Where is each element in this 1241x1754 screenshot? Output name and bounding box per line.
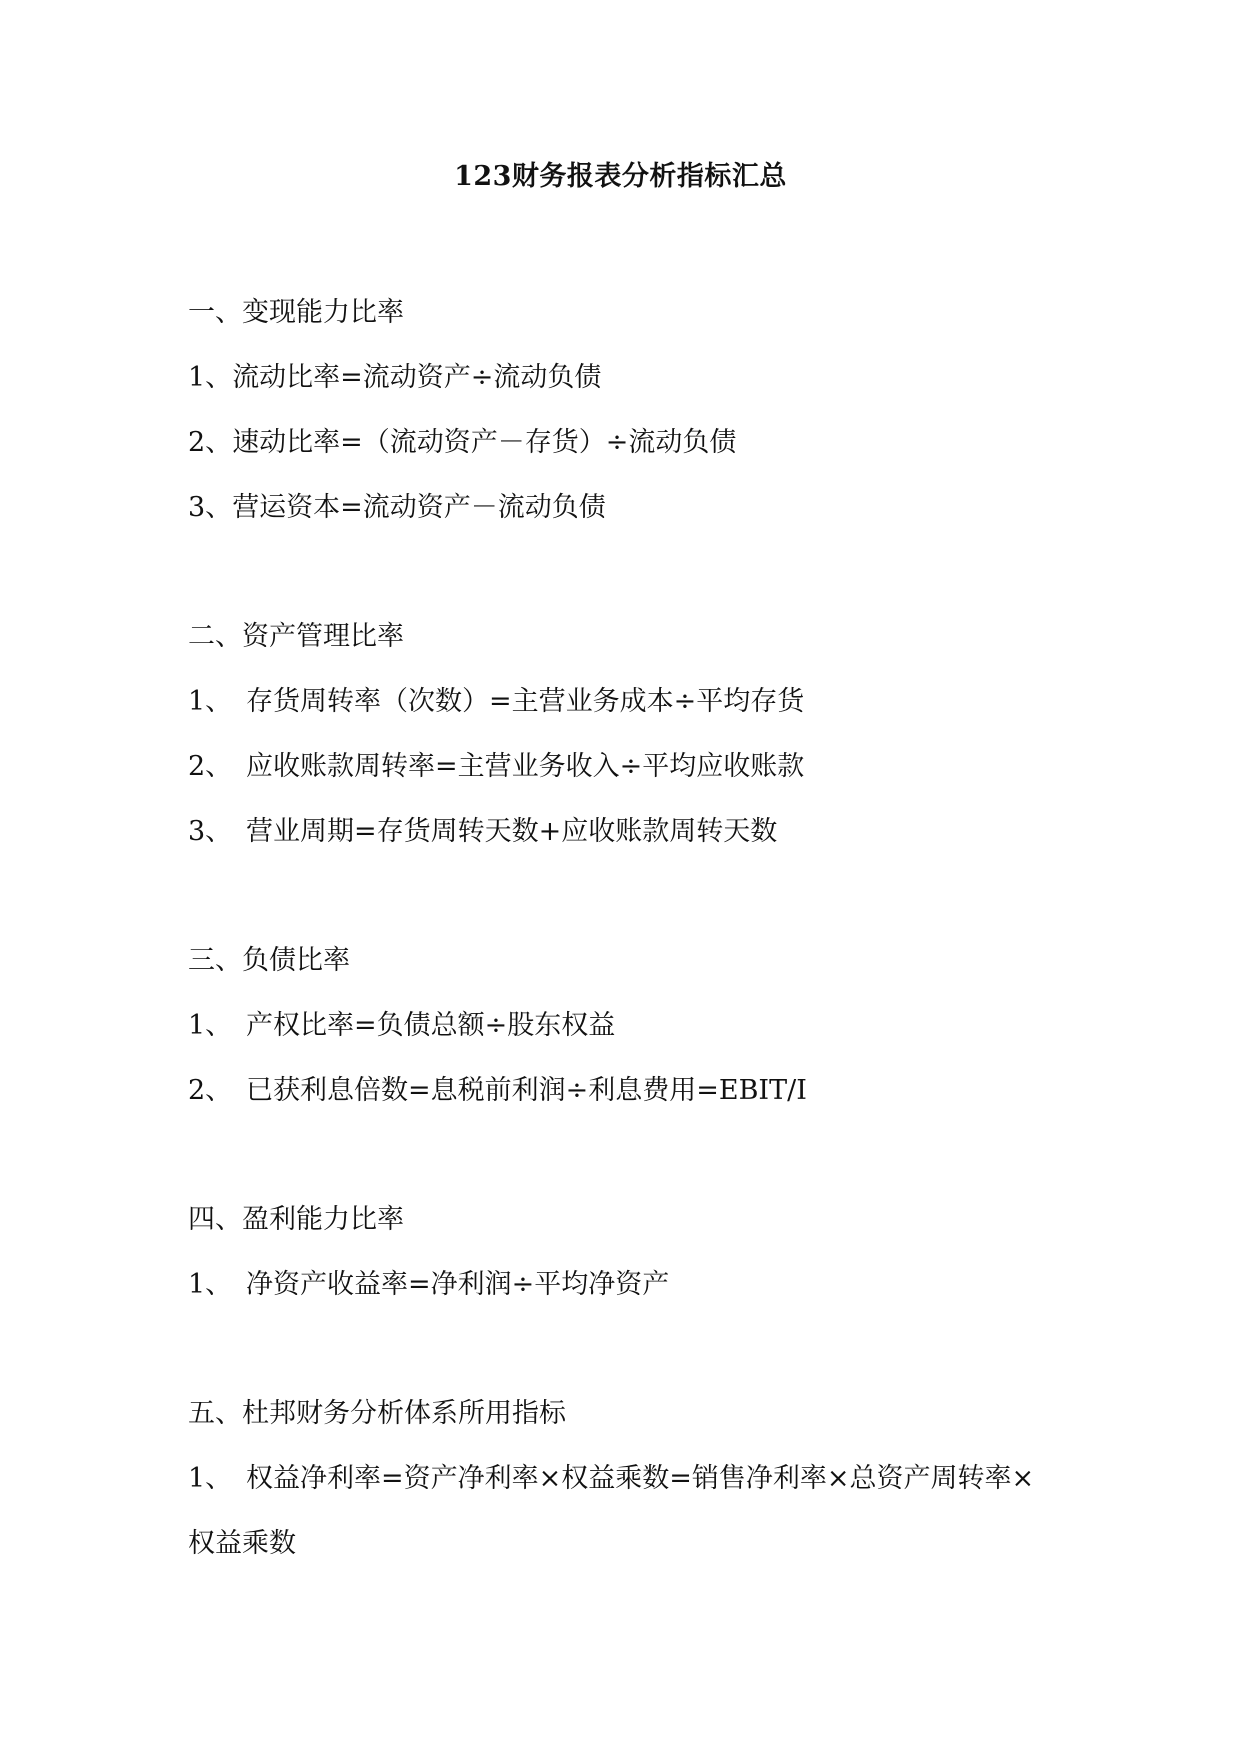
item-number: 3、: [188, 816, 233, 847]
list-item: [188, 1009, 615, 1043]
item-number: 1、: [188, 362, 233, 393]
item-number: 1、: [188, 1269, 233, 1300]
list-item: [188, 750, 804, 784]
item-text: 权益净利率=资产净利率×权益乘数=销售净利率×总资产周转率×: [246, 1463, 1035, 1494]
item-number: 1、: [188, 686, 233, 717]
list-item: [188, 1268, 669, 1302]
item-text: 净资产收益率=净利润÷平均净资产: [246, 1269, 670, 1300]
item-text: 应收账款周转率=主营业务收入÷平均应收账款: [246, 751, 805, 782]
item-text: 流动比率=流动资产÷流动负债: [232, 362, 602, 393]
list-item: [188, 491, 606, 525]
list-item: [188, 685, 804, 719]
section-heading: 二、资产管理比率: [188, 621, 404, 652]
item-text: 已获利息倍数=息税前利润÷利息费用=EBIT/I: [246, 1075, 807, 1106]
item-number: 2、: [188, 751, 233, 782]
section-heading: 四、盈利能力比率: [188, 1204, 404, 1235]
item-number: 1、: [188, 1463, 233, 1494]
item-number: 3、: [188, 492, 233, 523]
section-heading: 五、杜邦财务分析体系所用指标: [188, 1398, 566, 1429]
item-text: 产权比率=负债总额÷股东权益: [246, 1010, 616, 1041]
item-number: 1、: [188, 1010, 233, 1041]
item-text: 速动比率=（流动资产－存货）÷流动负债: [232, 427, 737, 458]
list-item: [188, 361, 601, 395]
list-item: [188, 1462, 1034, 1496]
item-text: 存货周转率（次数）=主营业务成本÷平均存货: [246, 686, 805, 717]
item-number: 2、: [188, 427, 233, 458]
list-item: [188, 426, 736, 460]
list-item-continuation: 权益乘数: [188, 1528, 296, 1559]
section-heading: 三、负债比率: [188, 945, 350, 976]
item-number: 2、: [188, 1075, 233, 1106]
list-item: [188, 815, 777, 849]
section-heading: 一、变现能力比率: [188, 297, 404, 328]
item-text: 营运资本=流动资产－流动负债: [232, 492, 606, 523]
list-item: [188, 1074, 807, 1108]
document-title: 123财务报表分析指标汇总: [454, 161, 787, 192]
item-text: 营业周期=存货周转天数+应收账款周转天数: [246, 816, 778, 847]
